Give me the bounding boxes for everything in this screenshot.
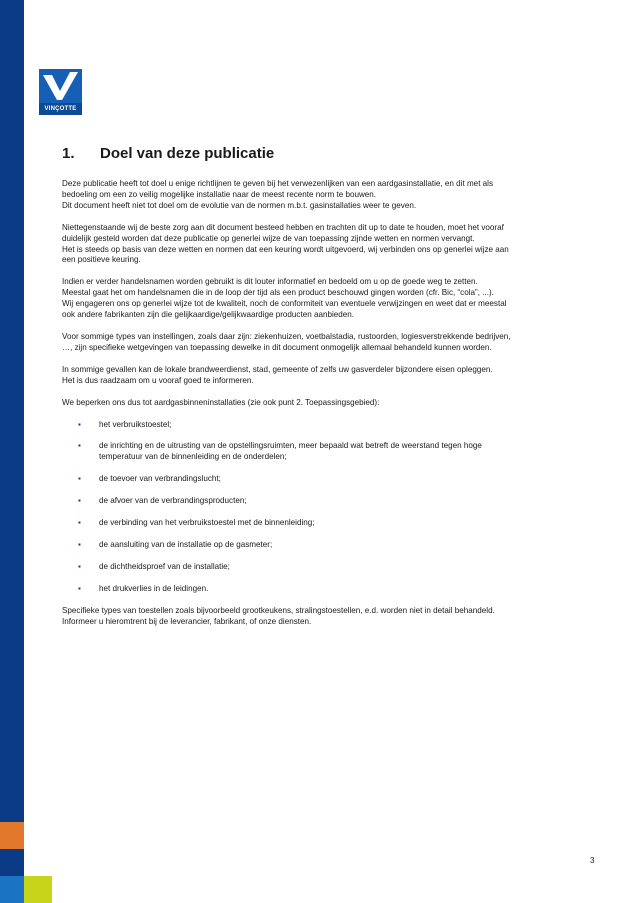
bullet-square-icon: ▪ (78, 539, 81, 549)
list-item (62, 420, 607, 431)
section-title: Doel van deze publicatie (100, 145, 275, 162)
paragraph-line: Het is dus raadzaam om u vooraf goed te informeren. (62, 375, 254, 385)
paragraph-line: Niettegenstaande wij de beste zorg aan dit document besteed hebben en trachten dit up to date te houden, moet het vooraf (62, 222, 504, 232)
paragraph (62, 223, 607, 267)
paragraph-line: Informeer u hieromtrent bij de leverancier, fabrikant, of onze diensten. (62, 616, 312, 626)
paragraph-line: Deze publicatie heeft tot doel u enige richtlijnen te geven bij het verwezenlijken van een aardgasinstallatie, en dit met als (62, 179, 494, 188)
bullet-list (62, 420, 607, 595)
bullet-square-icon: ▪ (78, 518, 81, 528)
list-item-text: het drukverlies in de leidingen. (99, 583, 209, 593)
bullet-square-icon: ▪ (78, 474, 81, 484)
side-strip-lime (24, 876, 52, 903)
paragraph-line: Voor sommige types van instellingen, zoals daar zijn: ziekenhuizen, voetbalstadia, rustoorden, logiesverstrekkende bedrijven, (62, 331, 511, 341)
side-strip-orange (0, 822, 24, 849)
bullet-square-icon: ▪ (78, 583, 81, 593)
list-item (62, 562, 607, 573)
paragraph-line: …, zijn specifieke wetgevingen van toepassing dewelke in dit document onmogelijk allemaal behandeld kunnen worden. (62, 342, 492, 352)
list-item-text: temperatuur van de binnenleiding en de onderdelen; (99, 452, 287, 462)
list-item-text: de toevoer van verbrandingslucht; (99, 474, 221, 484)
list-item (62, 496, 607, 507)
list-item-text: de inrichting en de uitrusting van de opstellingsruimten, meer bepaald wat betreft de weerstand tegen hoge (99, 441, 482, 451)
paragraph-line: We beperken ons dus tot aardgasbinneninstallaties (zie ook punt 2. Toepassingsgebied): (62, 397, 380, 407)
list-item-text: de dichtheidsproef van de installatie; (99, 561, 230, 571)
paragraph-line: Dit document heeft niet tot doel om de evolutie van de normen m.b.t. gasinstallaties weer te geven. (62, 200, 417, 210)
body-content (62, 179, 607, 638)
bullet-square-icon: ▪ (78, 561, 81, 571)
paragraph-line: Specifieke types van toestellen zoals bijvoorbeeld grootkeukens, stralingstoestellen, e.d. worden niet in detail behandeld. (62, 605, 495, 615)
list-item (62, 518, 607, 529)
paragraph-line: een positieve keuring. (62, 255, 141, 265)
list-item-text: de aansluiting van de installatie op de gasmeter; (99, 539, 273, 549)
list-item-text: het verbruikstoestel; (99, 419, 172, 429)
list-item (62, 540, 607, 551)
paragraph-line: Meestal gaat het om handelsnamen die in de loop der tijd als een product beschouwd gingen worden (cfr. Bic, “cola”, ...). (62, 288, 494, 298)
logo-wordmark: VINÇOTTE (39, 103, 82, 115)
paragraph (62, 332, 607, 354)
bullet-square-icon: ▪ (78, 419, 81, 429)
list-item-text: de afvoer van de verbrandingsproducten; (99, 496, 247, 506)
side-strip-bright-blue (0, 876, 24, 903)
list-item (62, 584, 607, 595)
paragraph-line: In sommige gevallen kan de lokale brandweerdienst, stad, gemeente of zelfs uw gasverdeler bijzondere eisen opleggen. (62, 364, 493, 374)
paragraphs (62, 179, 607, 409)
vincotte-logo (39, 69, 82, 115)
paragraph-line: ook andere fabrikanten zijn die gelijkaardige/gelijkwaardige producten aanbieden. (62, 310, 355, 320)
checkmark-v-icon (39, 69, 82, 103)
side-strip-blue (0, 0, 24, 822)
list-item (62, 474, 607, 485)
paragraph-line: Het is steeds op basis van deze wetten en normen dat een keuring wordt uitgevoerd, wij verbinden ons op generlei wijze aan (62, 244, 509, 254)
paragraph-line: bedoeling om een zo veilig mogelijke installatie naar de meest recente norm te bouwen. (62, 189, 377, 199)
paragraph (62, 398, 607, 409)
paragraph-line: Wij engageren ons op generlei wijze tot de kwaliteit, noch de conformiteit van eventuele verwijzingen en weet dat er meestal (62, 299, 507, 309)
bullet-square-icon: ▪ (78, 496, 81, 506)
paragraph (62, 277, 607, 321)
paragraph (62, 365, 607, 387)
closing-paragraph (62, 606, 607, 628)
section-number: 1. (62, 145, 75, 162)
list-item-text: de verbinding van het verbruikstoestel met de binnenleiding; (99, 518, 315, 528)
paragraph-line: duidelijk gesteld worden dat deze publicatie op generlei wijze de van toepassing zijnde wetten en normen vervangt. (62, 233, 475, 243)
page-number: 3 (590, 856, 595, 865)
list-item (62, 441, 607, 463)
paragraph (62, 179, 607, 212)
side-strip-navy (0, 849, 24, 876)
paragraph-line: Indien er verder handelsnamen worden gebruikt is dit louter informatief en bedoeld om u op de goede weg te zetten. (62, 277, 478, 287)
bullet-square-icon: ▪ (78, 441, 81, 451)
